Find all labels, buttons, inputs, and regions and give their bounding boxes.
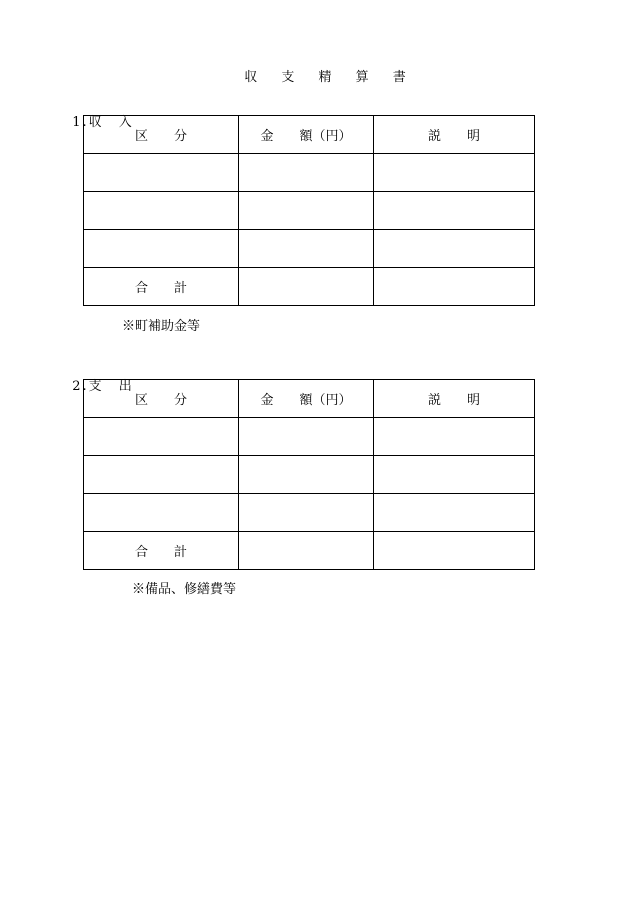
income-total-amount-cell[interactable] <box>239 268 374 306</box>
expense-row <box>84 494 535 532</box>
expense-table <box>83 379 535 570</box>
income-header-amount: 金 額（円） <box>239 116 374 154</box>
income-heading-label: 収 入 <box>88 115 132 130</box>
expense-row-amount-cell[interactable] <box>239 418 374 456</box>
expense-row-description-cell[interactable] <box>374 418 535 456</box>
expense-row-description-cell[interactable] <box>374 456 535 494</box>
income-row-description-cell[interactable] <box>374 192 535 230</box>
income-row-category-cell[interactable] <box>84 192 239 230</box>
income-row <box>84 154 535 192</box>
expense-note: ※備品、修繕費等 <box>132 582 237 597</box>
income-row <box>84 192 535 230</box>
expense-header-description: 説 明 <box>374 380 535 418</box>
income-header-row <box>84 116 535 154</box>
income-row-amount-cell[interactable] <box>239 230 374 268</box>
expense-header-row <box>84 380 535 418</box>
expense-row-description-cell[interactable] <box>374 494 535 532</box>
expense-row <box>84 456 535 494</box>
income-row-amount-cell[interactable] <box>239 154 374 192</box>
income-table <box>83 115 535 306</box>
document-title: 収 支 精 算 書 <box>244 70 416 85</box>
expense-total-row <box>84 532 535 570</box>
expense-row-category-cell[interactable] <box>84 494 239 532</box>
income-row-amount-cell[interactable] <box>239 192 374 230</box>
expense-row <box>84 418 535 456</box>
expense-row-category-cell[interactable] <box>84 418 239 456</box>
expense-total-label: 合 計 <box>84 532 239 570</box>
expense-total-description-cell[interactable] <box>374 532 535 570</box>
expense-header-amount: 金 額（円） <box>239 380 374 418</box>
expense-row-category-cell[interactable] <box>84 456 239 494</box>
expense-heading-number: 2. <box>72 379 89 394</box>
expense-heading-label: 支 出 <box>88 379 132 394</box>
income-heading-number: 1. <box>72 115 89 130</box>
expense-row-amount-cell[interactable] <box>239 494 374 532</box>
income-row-category-cell[interactable] <box>84 154 239 192</box>
income-row <box>84 230 535 268</box>
income-header-category: 区 分 <box>84 116 239 154</box>
expense-header-category: 区 分 <box>84 380 239 418</box>
income-row-description-cell[interactable] <box>374 154 535 192</box>
income-total-label: 合 計 <box>84 268 239 306</box>
income-total-row <box>84 268 535 306</box>
income-header-description: 説 明 <box>374 116 535 154</box>
expense-row-amount-cell[interactable] <box>239 456 374 494</box>
income-row-description-cell[interactable] <box>374 230 535 268</box>
expense-total-amount-cell[interactable] <box>239 532 374 570</box>
income-row-category-cell[interactable] <box>84 230 239 268</box>
income-total-description-cell[interactable] <box>374 268 535 306</box>
income-note: ※町補助金等 <box>122 319 201 334</box>
